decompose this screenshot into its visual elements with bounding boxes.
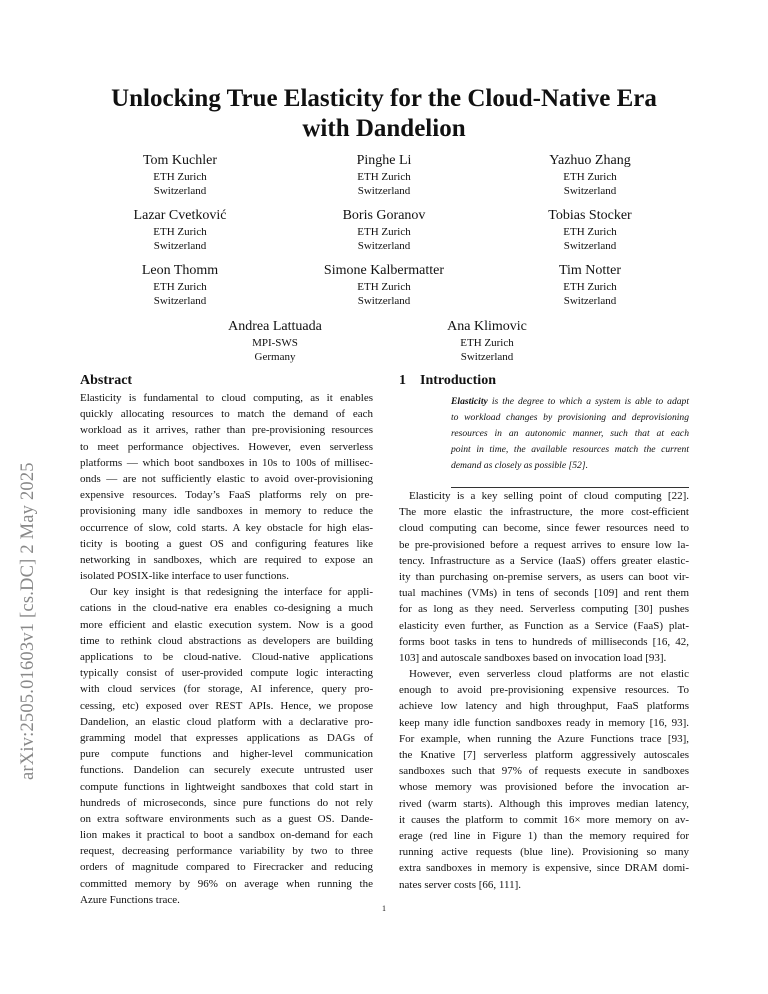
author xyxy=(480,262,700,308)
author-name: Boris Goranov xyxy=(342,208,426,223)
text-line: to meet performance objectives. However, even serverless xyxy=(80,440,373,453)
author-affiliation: ETH Zurich xyxy=(153,281,207,293)
text-line: occurrence of slow, cold starts. A key obstacle for high elas- xyxy=(80,521,373,534)
author xyxy=(480,207,700,253)
text-line: ity than purchasing on-premise servers, as users can boot vir- xyxy=(399,570,689,583)
author-name: Tom Kuchler xyxy=(142,153,218,168)
title-line: with Dandelion xyxy=(302,115,466,142)
section-title: Introduction xyxy=(420,373,496,388)
text-line: with cloud services (for storage, AI inference, query pro- xyxy=(80,683,373,696)
text-line: compute functions in lightweight sandboxes that cold start in xyxy=(80,780,373,793)
author-country: Switzerland xyxy=(563,295,617,307)
text-line: keep many idle function sandboxes ready in memory [16, 93]. xyxy=(399,716,689,729)
author-affiliation: MPI-SWS xyxy=(252,337,298,349)
author-name: Tim Notter xyxy=(558,263,622,278)
text-line: lion makes it practical to boot a sandbox on-demand for each xyxy=(80,829,373,842)
quote-text: is the degree to which a system is able to adapt xyxy=(487,396,689,407)
text-line: provisioning many idle sandboxes in memory to reduce the xyxy=(80,505,373,518)
author xyxy=(480,152,700,198)
author-country: Switzerland xyxy=(563,240,617,252)
text-line: it causes the platform to commit 16× more memory on av- xyxy=(399,813,689,826)
quote-line xyxy=(451,394,689,410)
page-number: 1 xyxy=(382,904,386,913)
text-line: The more elastic the infrastructure, the more cost-efficient xyxy=(399,506,689,519)
author-affiliation: ETH Zurich xyxy=(460,337,514,349)
author-name: Pinghe Li xyxy=(356,153,412,168)
author-affiliation: ETH Zurich xyxy=(563,226,617,238)
author xyxy=(165,318,385,364)
author-name: Ana Klimovic xyxy=(447,319,527,334)
text-line: cations in the cloud-native era enables co-designing a much xyxy=(80,602,373,615)
text-line: achieve low latency and high throughput, FaaS platforms xyxy=(399,700,689,713)
text-line: 103] and autoscale sandboxes based on invocation load [93]. xyxy=(399,651,667,664)
author xyxy=(377,318,597,364)
text-line: networking in sandboxes, which are required to expose an xyxy=(80,553,373,566)
text-line: tency. Infrastructure as a Service (IaaS) offers greater elastic- xyxy=(399,554,689,567)
text-line: cloud computing can become, since fewer resources need to xyxy=(399,522,689,535)
text-line: tual machines (VMs) in tens of seconds [109] and rent them xyxy=(399,587,689,600)
author xyxy=(70,207,290,253)
text-line: rived (warm starts). Although this improves median latency, xyxy=(399,797,689,810)
text-line: onds — are not sufficiently elastic to avoid over-provisioning xyxy=(80,472,373,485)
author-country: Switzerland xyxy=(460,351,514,363)
author-country: Switzerland xyxy=(357,295,411,307)
author-country: Switzerland xyxy=(357,240,411,252)
author-affiliation: ETH Zurich xyxy=(563,171,617,183)
text-line: erage (red line in Figure 1) than the memory required for xyxy=(399,829,689,842)
text-line: time to rethink cloud abstractions as developers are building xyxy=(80,634,373,647)
author xyxy=(70,152,290,198)
text-line: forms boot tasks in tens to hundreds of milliseconds [16, 42, xyxy=(399,635,689,648)
author-affiliation: ETH Zurich xyxy=(153,171,207,183)
text-line: gramming model that expresses applications as DAGs of xyxy=(80,731,373,744)
text-line: sandboxes such that 97% of requests execute in sandboxes xyxy=(399,765,689,778)
author-country: Switzerland xyxy=(563,185,617,197)
author-affiliation: ETH Zurich xyxy=(357,281,411,293)
abstract-heading: Abstract xyxy=(80,373,133,388)
author-country: Switzerland xyxy=(153,185,207,197)
text-line: expensive resources. Today’s FaaS platforms rely on pre- xyxy=(80,489,373,502)
text-line: cessing, etc) exposed over REST APIs. Hence, we propose xyxy=(80,699,373,712)
text-line: elasticity even further, as Function as a Service (FaaS) plat- xyxy=(399,619,689,632)
paper-title xyxy=(40,84,728,144)
text-line: workload as it arrives, rather than pre-provisioning resources xyxy=(80,424,373,437)
author-name: Yazhuo Zhang xyxy=(549,153,631,168)
text-line: on extra software environments such as a guest OS. Dande- xyxy=(80,812,373,825)
text-line: platforms — which boot sandboxes in 10s to 100s of millisec- xyxy=(80,456,373,469)
quote-line: to workload changes by provisioning and deprovisioning xyxy=(451,412,689,423)
author-affiliation: ETH Zurich xyxy=(357,171,411,183)
author-affiliation: ETH Zurich xyxy=(153,226,207,238)
text-line: committed memory by 96% on average when running the xyxy=(80,877,373,890)
text-line: For example, when running the Azure Functions trace [93], xyxy=(399,732,689,745)
text-line: applications to be cloud-native. Cloud-native applications xyxy=(80,651,373,663)
author xyxy=(274,152,494,198)
author-name: Leon Thomm xyxy=(141,263,219,278)
text-line: pure compute functions and higher-level communication xyxy=(80,748,373,761)
author-affiliation: ETH Zurich xyxy=(563,281,617,293)
text-line: Our key insight is that redesigning the interface for appli- xyxy=(90,586,373,599)
author xyxy=(274,262,494,308)
author-country: Germany xyxy=(254,351,296,363)
text-line: extra sandboxes in memory is expensive, since DRAM domi- xyxy=(399,862,689,875)
text-line: However, even serverless cloud platforms are not elastic xyxy=(409,668,689,681)
quote-line: demand as closely as possible [52]. xyxy=(451,460,588,471)
text-line: request, decreasing performance variability by two to three xyxy=(80,845,373,858)
text-line: ticity is booting a guest OS and configuring features like xyxy=(80,537,373,550)
text-line: typically consist of user-provided compute logic interacting xyxy=(80,667,373,680)
quote-line: point in time, the available resources match the current xyxy=(451,444,689,455)
text-line: for as long as they need. Serverless computing [30] pushes xyxy=(399,603,689,616)
author-name: Simone Kalbermatter xyxy=(323,263,445,278)
epigraph-quote xyxy=(451,394,689,474)
author xyxy=(70,262,290,308)
author-country: Switzerland xyxy=(153,240,207,252)
text-line: Elasticity is fundamental to cloud computing, as it enables xyxy=(80,392,373,404)
quote-term: Elasticity xyxy=(451,396,488,407)
title-line: Unlocking True Elasticity for the Cloud-Native Era xyxy=(111,85,657,112)
author-name: Lazar Cvetković xyxy=(133,208,227,223)
author-affiliation: ETH Zurich xyxy=(357,226,411,238)
text-line: Elasticity is a key selling point of cloud computing [22]. xyxy=(409,490,689,502)
text-line: Azure Functions trace. xyxy=(80,893,180,906)
text-line: quickly allocating resources to match the demand of each xyxy=(80,408,373,421)
abstract-body xyxy=(80,390,373,908)
text-line: isolated POSIX-like interface to user functions. xyxy=(80,570,289,583)
introduction-body xyxy=(399,488,689,893)
author-name: Andrea Lattuada xyxy=(228,319,322,334)
author-name: Tobias Stocker xyxy=(548,208,632,223)
text-line: be pre-provisioned before a request arrives to ensure low la- xyxy=(399,538,689,551)
section-number: 1 xyxy=(399,373,406,388)
text-line: whose memory was provisioned before the invocation ar- xyxy=(399,781,689,794)
text-line: enough to avoid pre-provisioning expensive resources. To xyxy=(399,684,689,697)
text-line: orders of magnitude compared to Firecracker and reducing xyxy=(80,861,373,874)
text-line: running active requests (blue line). Provisioning so many xyxy=(399,846,689,859)
section-heading xyxy=(399,372,496,390)
text-line: hundreds of microseconds, since pure functions do not rely xyxy=(80,796,373,809)
text-line: functions. Dandelion can securely execute untrusted user xyxy=(80,764,373,777)
text-line: nates server costs [66, 111]. xyxy=(399,878,521,891)
author xyxy=(274,207,494,253)
arxiv-stamp: arXiv:2505.01603v1 [cs.DC] 2 May 2025 xyxy=(18,462,38,780)
text-line: the Knative [7] serverless platform aggressively autoscales xyxy=(399,749,689,761)
author-country: Switzerland xyxy=(357,185,411,197)
quote-line: resources in an autonomic manner, such that at each xyxy=(451,428,689,439)
author-country: Switzerland xyxy=(153,295,207,307)
text-line: more efficient and elastic execution system. Now is a good xyxy=(80,618,373,631)
text-line: Dandelion, an elastic cloud platform with a declarative pro- xyxy=(80,715,373,728)
